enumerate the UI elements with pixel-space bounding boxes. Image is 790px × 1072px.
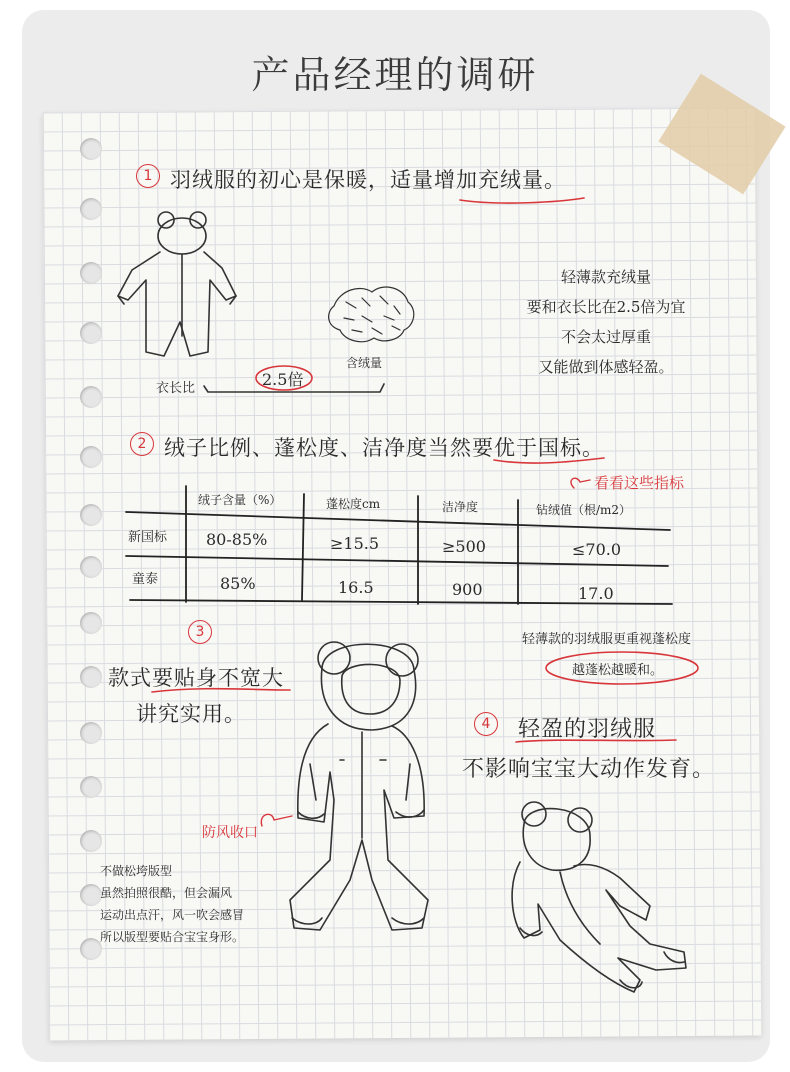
section-1-number: 1 [136,164,160,188]
section-3-heading-line: 款式要贴身不宽大 [108,666,284,690]
note-line: 轻薄款充绒量 [560,268,651,286]
table-cell: 17.0 [578,584,614,603]
page-title: 产品经理的调研 [251,53,539,97]
romper-small-drawing [118,212,236,356]
table-cell: ≤70.0 [572,540,622,559]
romper-large-drawing [290,642,428,930]
note-line: 运动出点汗，风一吹会感冒 [100,908,245,922]
table-cell: 900 [452,580,483,599]
section-4-heading-line: 不影响宝宝大动作发育。 [462,757,716,782]
table-header: 绒子含量（%） [198,493,282,507]
section-4-heading-line: 轻盈的羽绒服 [518,717,657,742]
section-3-note [100,860,244,948]
section-3-number: 3 [188,620,212,644]
side-note-line: 轻薄款的羽绒服更重视蓬松度 [522,632,692,647]
table-cell: ≥15.5 [330,534,380,553]
ratio-label: 衣长比 [156,381,196,396]
note-line: 要和衣长比在2.5倍为宜 [526,298,686,316]
table-cell: 16.5 [338,578,374,597]
section-4-number: 4 [474,712,498,736]
down-label: 含绒量 [346,356,383,370]
row-label: 童泰 [132,572,159,587]
note-line: 又能做到体感轻盈。 [538,358,674,376]
table-cell: ≥500 [442,537,486,556]
note-line: 不会太过厚重 [560,328,651,346]
table-header: 钻绒值（根/m2） [536,503,632,517]
romper-curled-drawing [512,802,686,992]
table-header: 洁净度 [442,500,479,514]
section-1-note [496,262,716,382]
section-3-heading-line: 讲究实用。 [136,702,246,726]
note-line: 虽然拍照很酷，但会漏风 [100,886,233,900]
table-cell: 80-85% [206,530,268,549]
table-header: 蓬松度cm [326,497,381,511]
aside-note: 看看这些指标 [594,474,685,492]
table-cell: 85% [220,574,256,593]
section-2-heading: 绒子比例、蓬松度、洁净度当然要优于国标。 [164,436,604,460]
note-line: 不做松垮版型 [100,864,173,878]
row-label: 新国标 [128,530,168,545]
side-note-line: 越蓬松越暖和。 [572,663,664,678]
cuff-label: 防风收口 [202,825,258,841]
section-1-heading: 羽绒服的初心是保暖，适量增加充绒量。 [170,168,566,192]
note-line: 所以版型要贴合宝宝身形。 [100,930,245,944]
down-cluster-drawing [329,287,414,342]
section-2-number: 2 [130,432,154,456]
ratio-value: 2.5倍 [262,370,304,389]
